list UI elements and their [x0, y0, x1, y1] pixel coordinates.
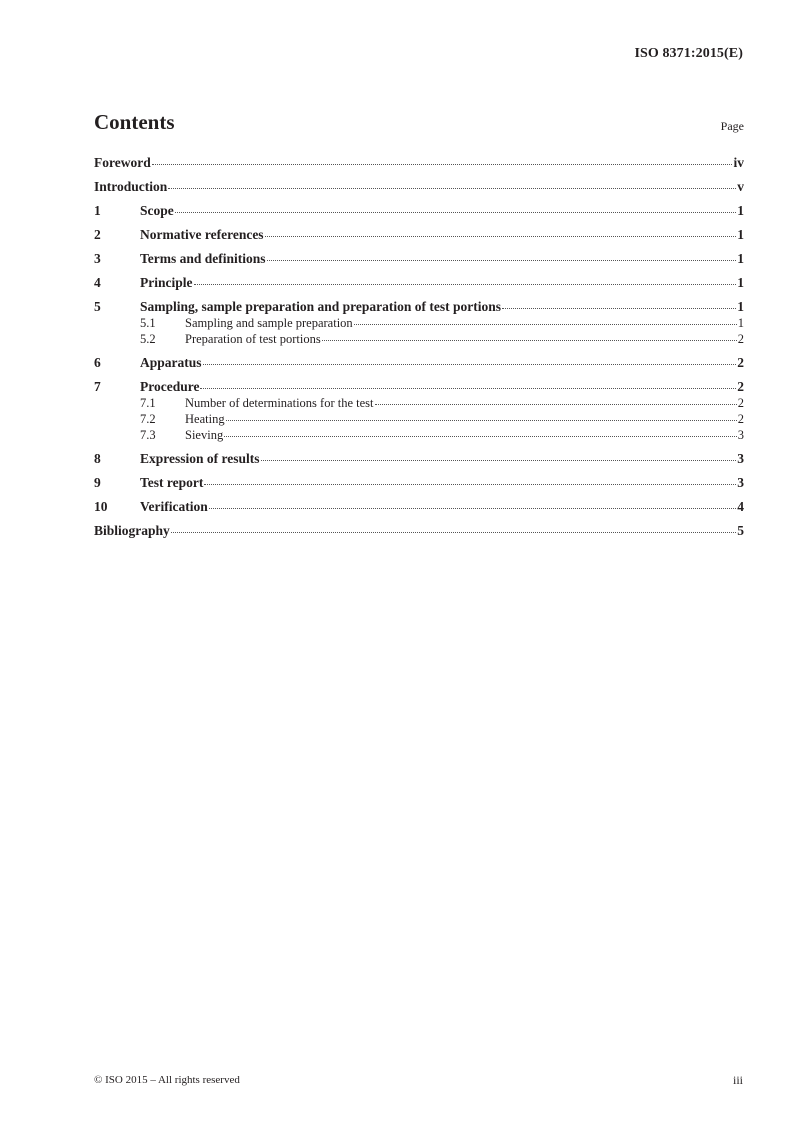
dot-leader [226, 420, 737, 421]
copyright-notice: © ISO 2015 – All rights reserved [94, 1074, 240, 1086]
toc-entry-page: 2 [737, 355, 744, 370]
toc-entry-page: 3 [737, 451, 744, 466]
toc-entry[interactable] [94, 475, 744, 491]
toc-entry-label: Introduction [94, 179, 168, 194]
toc-entry[interactable] [94, 179, 744, 195]
toc-subentry[interactable] [94, 427, 744, 443]
toc-entry-number: 10 [94, 499, 108, 514]
dot-leader [224, 436, 737, 437]
dot-leader [175, 212, 737, 213]
dot-leader [168, 188, 736, 189]
toc-entry[interactable] [94, 203, 744, 219]
toc-entry-page: 1 [737, 227, 744, 242]
toc-entry-label: Foreword [94, 155, 151, 170]
toc-entry-number: 7 [94, 379, 101, 394]
toc-entry-number: 7.2 [140, 412, 156, 426]
toc-entry-label: Normative references [140, 227, 264, 242]
toc-entry-label: Apparatus [140, 355, 202, 370]
dot-leader [354, 324, 737, 325]
contents-title: Contents [94, 110, 175, 134]
toc-entry-page: 1 [737, 251, 744, 266]
dot-leader [261, 460, 737, 461]
table-of-contents [94, 155, 744, 539]
contents-header [94, 110, 744, 140]
toc-entry-label: Heating [185, 412, 225, 426]
toc-entry[interactable] [94, 155, 744, 171]
toc-entry-number: 5 [94, 299, 101, 314]
dot-leader [265, 236, 737, 237]
toc-entry[interactable] [94, 299, 744, 315]
toc-entry-number: 5.2 [140, 332, 156, 346]
toc-entry-page: 3 [737, 475, 744, 490]
dot-leader [200, 388, 736, 389]
toc-entry-label: Verification [140, 499, 208, 514]
toc-subentry[interactable] [94, 331, 744, 347]
toc-entry[interactable] [94, 379, 744, 395]
toc-subentry[interactable] [94, 315, 744, 331]
dot-leader [204, 484, 736, 485]
dot-leader [209, 508, 737, 509]
toc-entry-page: 1 [737, 299, 744, 314]
dot-leader [375, 404, 737, 405]
toc-entry-page: 1 [737, 275, 744, 290]
toc-entry[interactable] [94, 499, 744, 515]
dot-leader [171, 532, 736, 533]
document-identifier: ISO 8371:2015(E) [634, 46, 743, 61]
toc-subentry[interactable] [94, 395, 744, 411]
toc-entry-number: 2 [94, 227, 101, 242]
toc-entry-number: 9 [94, 475, 101, 490]
dot-leader [152, 164, 733, 165]
toc-entry-page: 2 [737, 396, 744, 410]
toc-entry-label: Principle [140, 275, 193, 290]
toc-entry-label: Test report [140, 475, 204, 490]
toc-entry-label: Number of determinations for the test [185, 396, 374, 410]
toc-subentry[interactable] [94, 411, 744, 427]
toc-entry-page: 3 [737, 428, 744, 442]
toc-entry-label: Bibliography [94, 523, 170, 538]
toc-entry[interactable] [94, 523, 744, 539]
toc-entry-number: 4 [94, 275, 101, 290]
toc-entry-label: Expression of results [140, 451, 260, 466]
toc-entry-label: Preparation of test portions [185, 332, 321, 346]
toc-entry-number: 7.3 [140, 428, 156, 442]
toc-entry-label: Procedure [140, 379, 200, 394]
toc-entry-page: iv [733, 155, 744, 170]
page-number: iii [732, 1073, 743, 1087]
toc-entry-page: 2 [737, 379, 744, 394]
toc-entry-number: 6 [94, 355, 101, 370]
toc-entry-number: 7.1 [140, 396, 156, 410]
toc-entry-number: 8 [94, 451, 101, 466]
toc-entry[interactable] [94, 251, 744, 267]
dot-leader [267, 260, 737, 261]
page-column-label: Page [720, 119, 744, 133]
toc-entry-page: 5 [737, 523, 744, 538]
toc-entry[interactable] [94, 275, 744, 291]
toc-entry-page: 2 [737, 332, 744, 346]
toc-entry-number: 3 [94, 251, 101, 266]
toc-entry-number: 1 [94, 203, 101, 218]
toc-entry-label: Terms and definitions [140, 251, 266, 266]
toc-entry[interactable] [94, 227, 744, 243]
toc-entry-label: Scope [140, 203, 174, 218]
toc-entry-label: Sampling, sample preparation and preparation of test portions [140, 299, 502, 314]
dot-leader [194, 284, 737, 285]
toc-entry-page: 1 [737, 203, 744, 218]
toc-entry[interactable] [94, 355, 744, 371]
toc-entry[interactable] [94, 451, 744, 467]
toc-entry-page: 4 [737, 499, 744, 514]
dot-leader [502, 308, 736, 309]
dot-leader [203, 364, 737, 365]
toc-entry-page: 2 [737, 412, 744, 426]
toc-entry-number: 5.1 [140, 316, 156, 330]
toc-entry-label: Sampling and sample preparation [185, 316, 353, 330]
toc-entry-label: Sieving [185, 428, 224, 442]
dot-leader [322, 340, 737, 341]
toc-entry-page: v [737, 179, 744, 194]
toc-entry-page: 1 [737, 316, 744, 330]
